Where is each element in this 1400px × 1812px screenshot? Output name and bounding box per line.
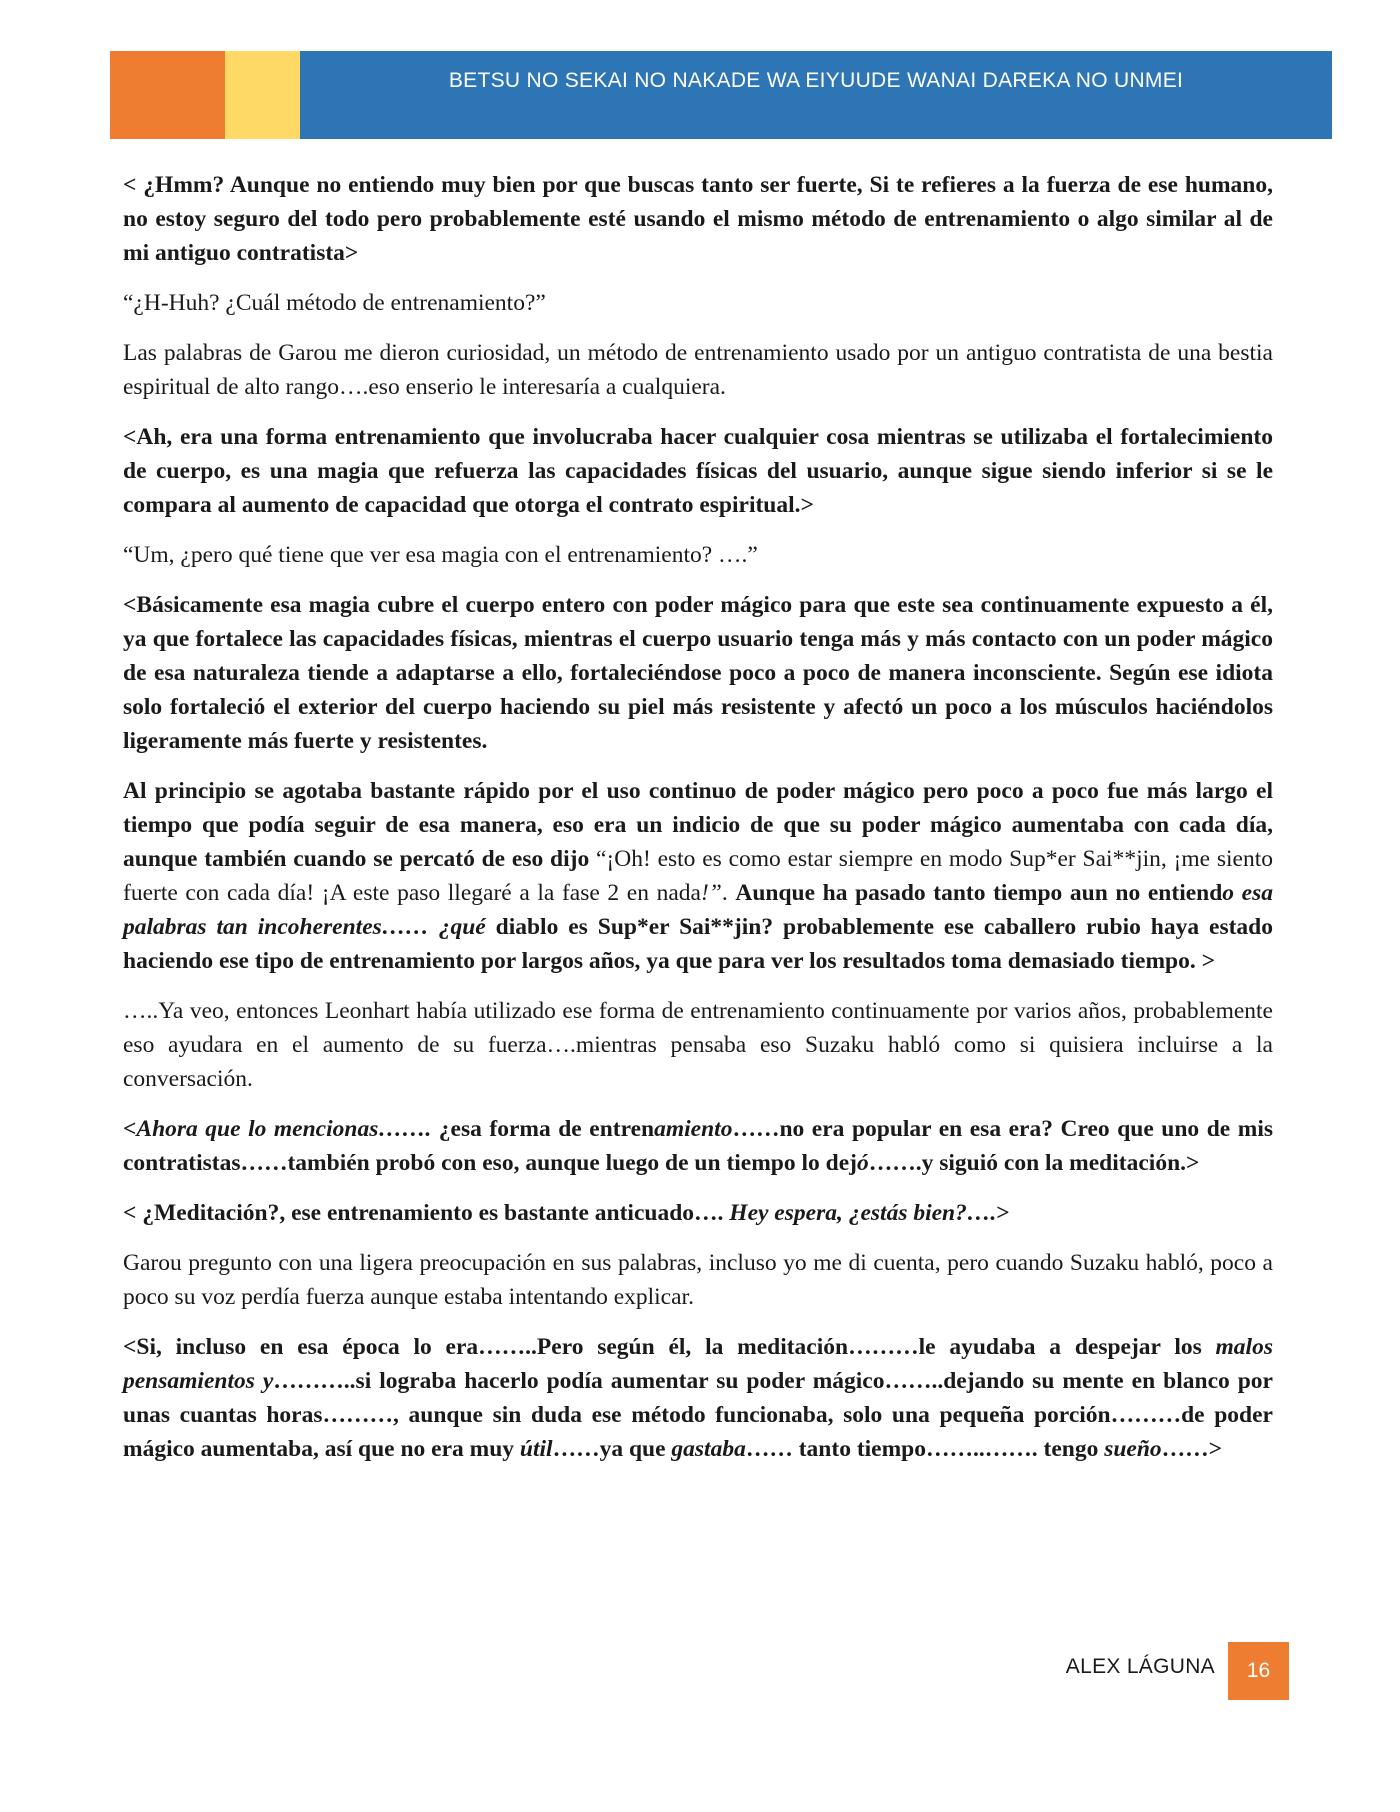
text-segment: ……> [1161, 1436, 1223, 1462]
text-segment: o esa palabras tan incoherentes…… ¿qué [123, 880, 1273, 940]
page-number: 16 [1246, 1659, 1271, 1682]
paragraph [123, 420, 1273, 522]
text-segment: < ¿Meditación?, ese entrenamiento es bastante anticuado…. [123, 1200, 730, 1226]
footer-author: ALEX LÁGUNA [1065, 1655, 1215, 1678]
paragraph [123, 994, 1273, 1096]
header-blue-bar [300, 51, 1332, 139]
text-segment: !” [700, 880, 722, 906]
header-title: BETSU NO SEKAI NO NAKADE WA EIYUUDE WANAI DAREKA NO UNMEI [448, 69, 1184, 92]
text-segment: ……no era popular en esa era? Creo que uno de mis contratistas……también probó con eso, aunque luego de un tiempo lo dej [123, 1116, 1273, 1176]
text-segment: amiento [654, 1116, 733, 1142]
text-segment: “¡Oh! esto es como estar siempre en modo Sup*er Sai**jin, ¡me siento fuerte con cada día! ¡A este paso llegaré a la fase 2 en nada [123, 846, 1273, 906]
paragraph [123, 774, 1273, 978]
paragraph [123, 538, 1273, 572]
text-segment: <Ahora que lo mencionas……. [123, 1116, 432, 1142]
paragraph [123, 1330, 1273, 1466]
text-segment: …… tanto tiempo……..……. tengo [745, 1436, 1105, 1462]
paragraph [123, 286, 1273, 320]
text-segment: Al principio se agotaba bastante rápido por el uso continuo de poder mágico pero poco a poco fue más largo el tiempo que podía seguir de esa manera, eso era un indicio de que su poder mágico aumentaba con cada día, aunque también cuando se percató de eso dijo [123, 778, 1273, 872]
text-segment: Hey espera, ¿estás bien?…. [729, 1200, 997, 1226]
page-number-badge [1228, 1642, 1289, 1700]
text-segment: …..Ya veo, entonces Leonhart había utilizado ese forma de entrenamiento continuamente por varios años, probablemente eso ayudara en el aumento de su fuerza….mientras pensaba eso Suzaku habló como si quisiera incluirse a la conversación. [123, 998, 1273, 1092]
text-segment: sueño [1104, 1436, 1162, 1462]
text-segment: ……ya que [552, 1436, 672, 1462]
paragraph [123, 168, 1273, 270]
page-header [110, 51, 1332, 139]
text-segment: ………..si lograba hacerlo podía aumentar su poder mágico……..dejando su mente en blanco por unas cuantas horas………, aunque sin duda ese método funcionaba, solo una pequeña porción………de poder mágico aumentaba, así que no era muy [123, 1368, 1273, 1462]
text-segment: “¿H-Huh? ¿Cuál método de entrenamiento?” [123, 290, 546, 316]
header-yellow-block [225, 51, 300, 139]
text-segment: <Si, incluso en esa época lo era……..Pero según él, la meditación………le ayudaba a despejar los [123, 1334, 1216, 1360]
text-segment: > [996, 1200, 1010, 1226]
text-segment: Garou pregunto con una ligera preocupación en sus palabras, incluso yo me di cuenta, pero cuando Suzaku habló, poco a poco su voz perdía fuerza aunque estaba intentando explicar. [123, 1250, 1273, 1310]
header-orange-block [110, 51, 225, 139]
paragraph [123, 588, 1273, 758]
paragraph [123, 1246, 1273, 1314]
text-segment: < ¿Hmm? Aunque no entiendo muy bien por que buscas tanto ser fuerte, Si te refieres a la fuerza de ese humano, no estoy seguro del todo pero probablemente esté usando el mismo método de entrenamiento o algo similar al de mi antiguo contratista> [123, 172, 1273, 266]
paragraph [123, 1196, 1273, 1230]
text-segment: gastaba [671, 1436, 746, 1462]
text-segment: “Um, ¿pero qué tiene que ver esa magia con el entrenamiento? ….” [123, 542, 758, 568]
text-segment: diablo es Sup*er Sai**jin? probablemente ese caballero rubio haya estado haciendo ese tipo de entrenamiento por largos años, ya que para ver los resultados toma demasiado tiempo. > [123, 914, 1273, 974]
text-segment: ¿esa forma de entren [431, 1116, 655, 1142]
text-segment: <Básicamente esa magia cubre el cuerpo entero con poder mágico para que este sea continuamente expuesto a él, ya que fortalece las capacidades físicas, mientras el cuerpo usuario tenga más y más contacto con un poder mágico de esa naturaleza tiende a adaptarse a ello, fortaleciéndose poco a poco de manera inconsciente. Según ese idiota solo fortaleció el exterior del cuerpo haciendo su piel más resistente y afectó un poco a los músculos haciéndolos ligeramente más fuerte y resistentes. [123, 592, 1273, 754]
paragraph [123, 336, 1273, 404]
text-segment: <Ah, era una forma entrenamiento que involucraba hacer cualquier cosa mientras se utilizaba el fortalecimiento de cuerpo, es una magia que refuerza las capacidades físicas del usuario, aunque sigue siendo inferior si se le compara al aumento de capacidad que otorga el contrato espiritual.> [123, 424, 1273, 518]
text-segment: Las palabras de Garou me dieron curiosidad, un método de entrenamiento usado por un antiguo contratista de una bestia espiritual de alto rango….eso enserio le interesaría a cualquiera. [123, 340, 1273, 400]
paragraph [123, 1112, 1273, 1180]
text-segment: malos pensamientos y [123, 1334, 1273, 1394]
text-segment: …….y siguió con la meditación.> [868, 1150, 1200, 1176]
text-segment: ó [857, 1150, 869, 1176]
text-segment: útil [519, 1436, 553, 1462]
text-segment: . [721, 880, 736, 906]
document-body [123, 168, 1273, 1482]
text-segment: Aunque ha pasado tanto tiempo aun no entiend [735, 880, 1223, 906]
